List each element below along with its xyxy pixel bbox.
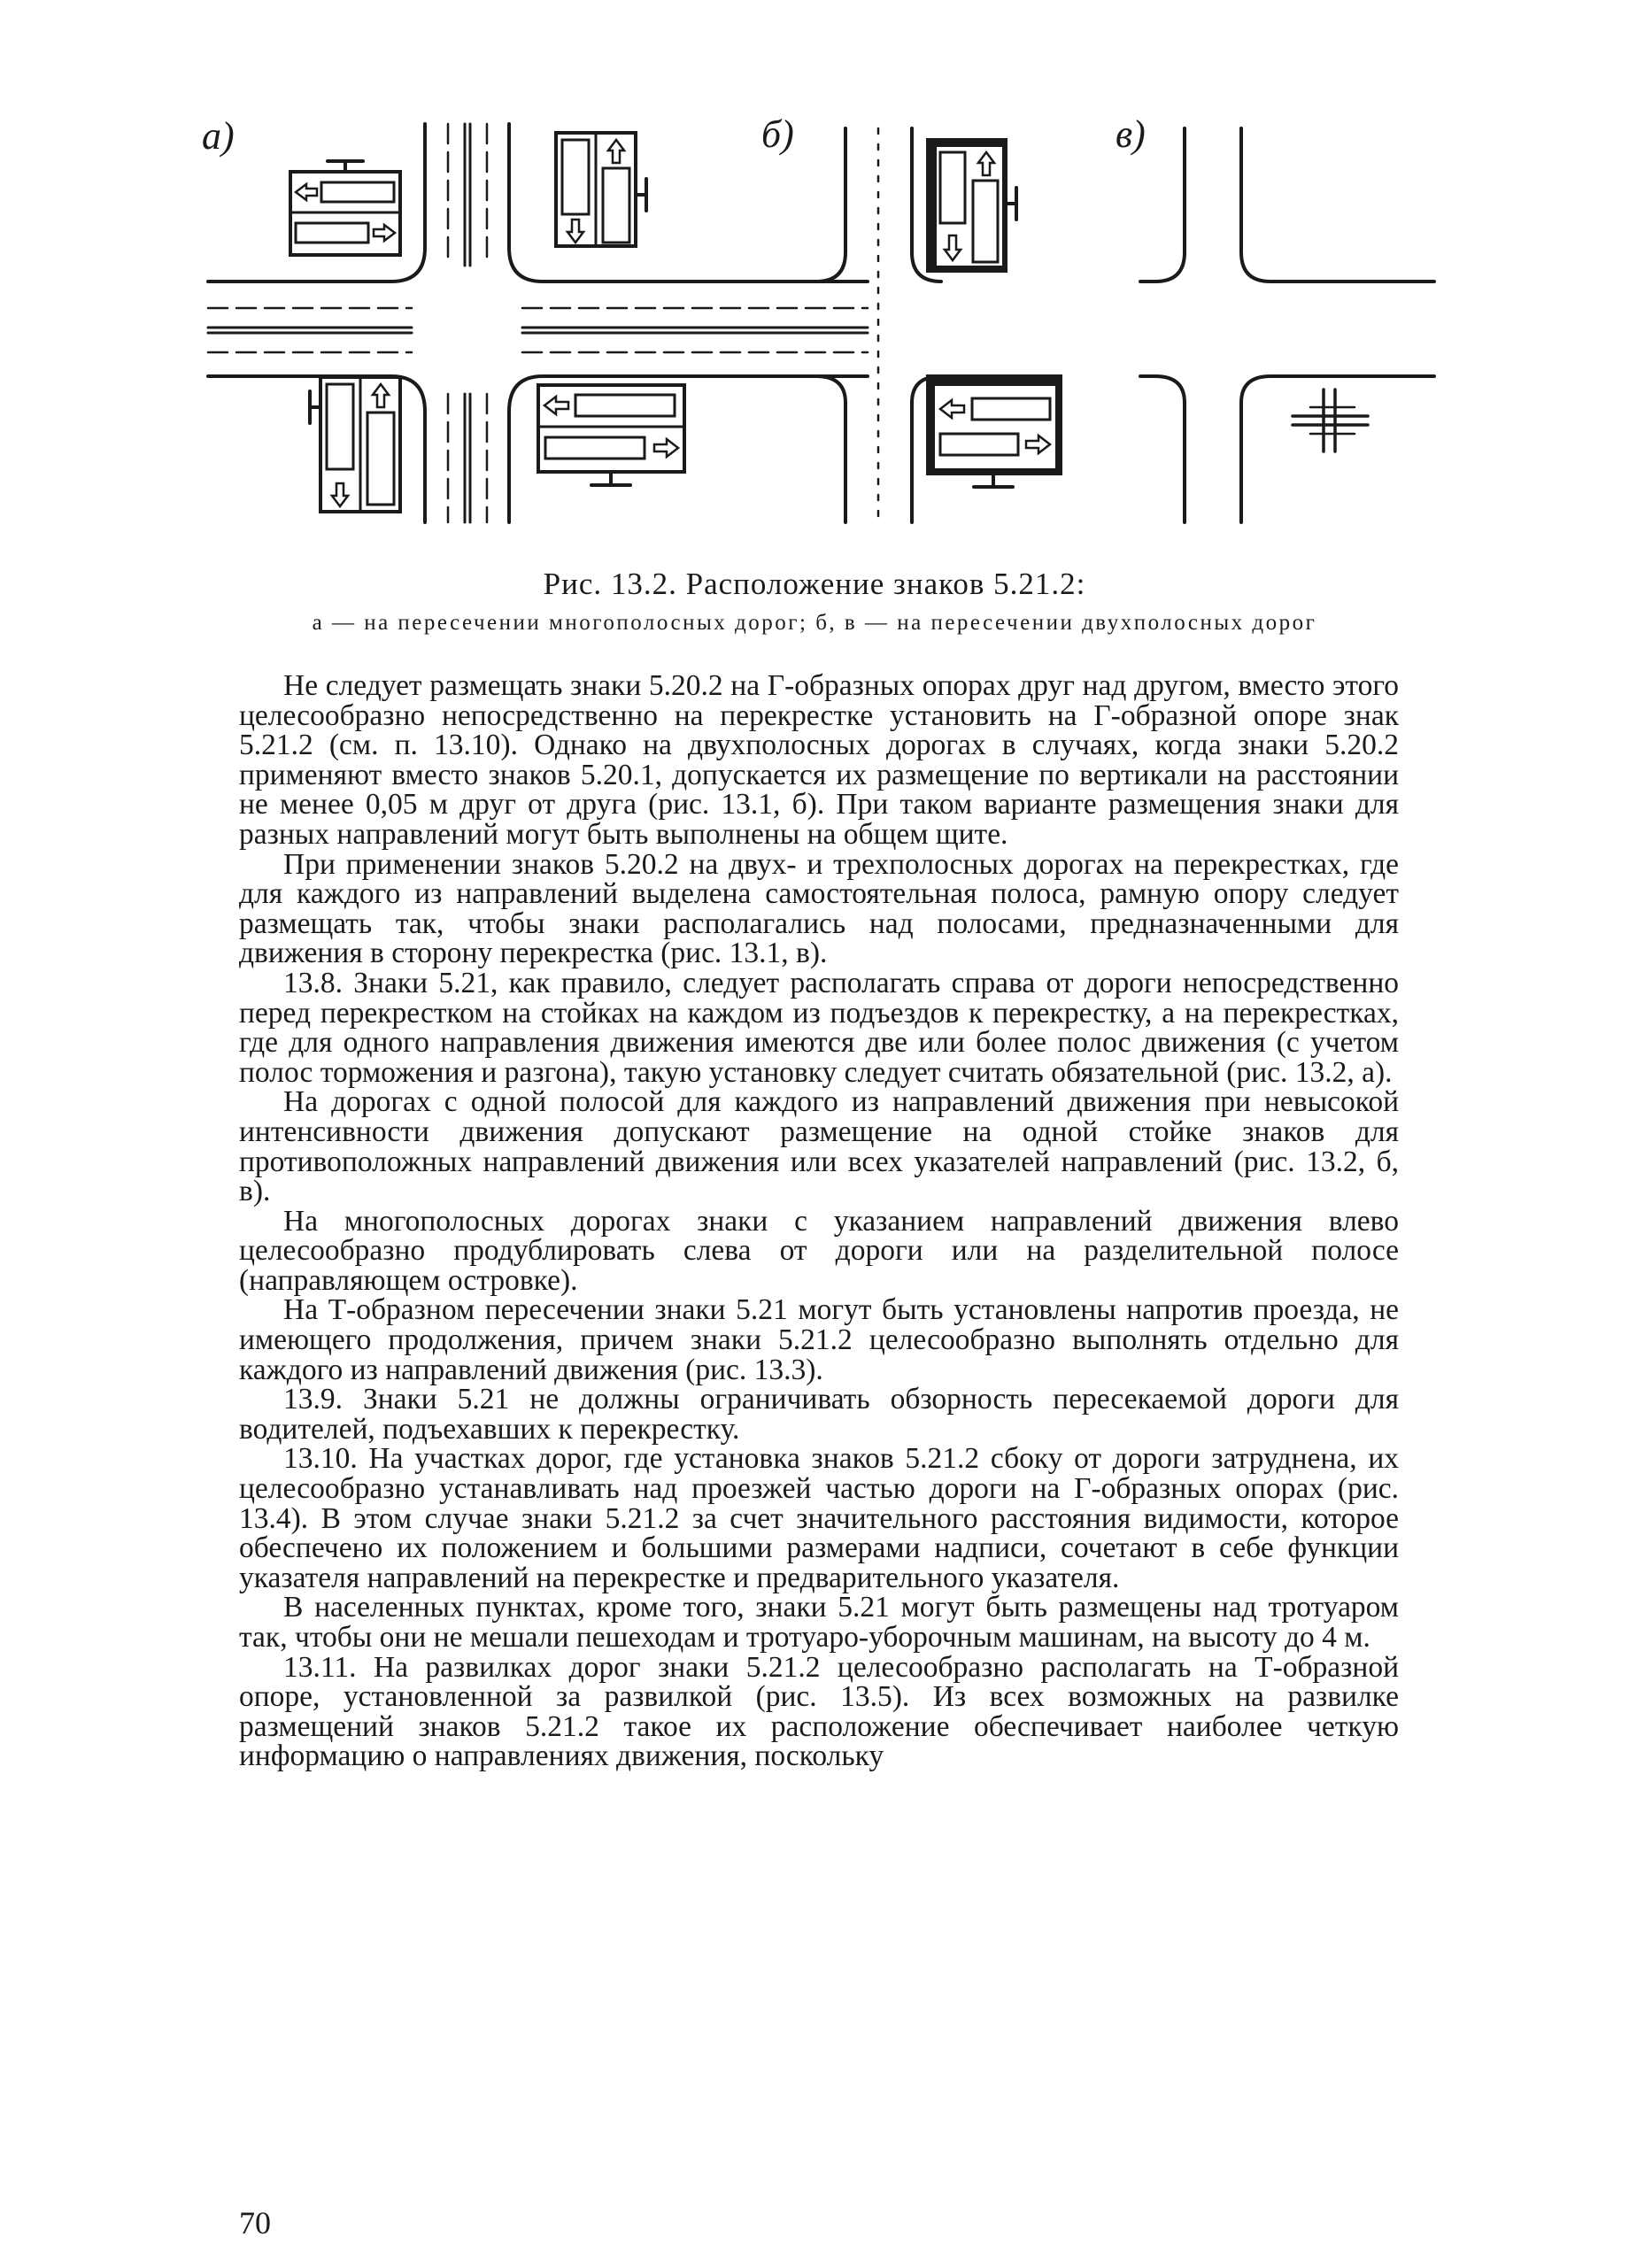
lane-markings-horizontal xyxy=(208,308,868,352)
figure-13-2 xyxy=(186,106,1443,540)
figure-legend: а — на пересечении многополосных дорог; б, в — на пересечении двухполосных дорог xyxy=(312,611,1317,635)
lane-direction-sign xyxy=(538,385,684,485)
figure-label-v: в) xyxy=(1116,112,1146,156)
figure-caption: Рис. 13.2. Расположение знаков 5.21.2: xyxy=(543,567,1086,601)
road-edge xyxy=(806,376,845,522)
paragraph: На дорогах с одной полосой для каждого из направлений движения при невысокой интенсивности движения допускают размещение на одной стойке знаков для противоположных направлений движения или всех указателей направлений (рис. 13.2, б, в). xyxy=(239,1085,1399,1208)
diagram-v-two-lane-intersection xyxy=(1116,112,1434,522)
paragraph: 13.8. Знаки 5.21, как правило, следует располагать справа от дороги непосредственно перед перекрестком на стойках на каждом из подъездов к перекрестку, а на перекрестках, где для одного направления движения имеются две или более полос движения (с учетом полос торможения и разгона), такую установку следует считать обязательной (рис. 13.2, а). xyxy=(239,966,1399,1089)
road-edge xyxy=(1241,128,1434,282)
lane-direction-sign xyxy=(556,133,646,246)
sign-on-post-crossed xyxy=(1293,390,1368,451)
center-line-horizontal xyxy=(208,328,868,333)
road-edge xyxy=(1140,376,1185,522)
road-edge xyxy=(1140,128,1185,282)
paragraph: 13.11. На развилках дорог знаки 5.21.2 целесообразно располагать на Т-образной опоре, установленной за развилкой (рис. 13.5). Из всех возможных на развилке размещений знаков 5.21.2 такое их расположение обеспечивает наиболее четкую информацию о направлениях движения, поскольку xyxy=(239,1650,1399,1773)
lane-markings-vertical xyxy=(448,124,487,522)
lane-direction-sign xyxy=(290,161,400,255)
figure-label-b: б) xyxy=(761,112,794,156)
paragraph: При применении знаков 5.20.2 на двух- и трехполосных дорогах на перекрестках, где для каждого из направлений выделена самостоятельная полоса, рамную опору следует размещать так, чтобы знаки располагались над полосами, предназначенными для движения в сторону перекрестка (рис. 13.1, в). xyxy=(239,847,1399,970)
body-text xyxy=(239,671,1399,1771)
road-edge xyxy=(509,376,868,522)
direction-sign-framed xyxy=(928,140,1016,271)
paragraph: Не следует размещать знаки 5.20.2 на Г-образных опорах друг над другом, вместо этого целесообразно непосредственно на перекрестке установить на Г-образной опоре знак 5.21.2 (см. п. 13.10). Однако на двухполосных дорогах в случаях, когда знаки 5.20.2 применяют вместо знаков 5.20.1, допускается их размещение по вертикали на расстоянии не менее 0,05 м друг от друга (рис. 13.1, б). При таком варианте размещения знаки для разных направлений могут быть выполнены на общем щите. xyxy=(239,669,1399,851)
page-number: 70 xyxy=(239,2205,271,2241)
paragraph: 13.9. Знаки 5.21 не должны ограничивать обзорность пересекаемой дороги для водителей, подъехавших к перекрестку. xyxy=(239,1383,1399,1446)
road-edge xyxy=(806,128,845,282)
paragraph: 13.10. На участках дорог, где установка знаков 5.21.2 сбоку от дороги затруднена, их целесообразно устанавливать над проезжей частью дороги на Г-образных опорах (рис. 13.4). В этом случае знаки 5.21.2 за счет значительного расстояния видимости, которое обеспечено их положением и большими размерами надписи, сочетают в себе функции указателя направлений на перекрестке и предварительного указателя. xyxy=(239,1442,1399,1594)
road-edge xyxy=(208,376,425,522)
paragraph: На многополосных дорогах знаки с указанием направлений движения влево целесообразно продублировать слева от дороги или на разделительной полосе (направляющем островке). xyxy=(239,1204,1399,1297)
figure-label-a: а) xyxy=(202,114,235,158)
diagram-a-multilane-intersection xyxy=(202,114,868,522)
paragraph: В населенных пунктах, кроме того, знаки 5.21 могут быть размещены над тротуаром так, чтобы они не мешали пешеходам и тротуаро-уборочным машинам, на высоту до 4 м. xyxy=(239,1591,1399,1654)
direction-sign-framed xyxy=(928,376,1061,487)
road-edge xyxy=(1241,376,1434,522)
center-line-vertical xyxy=(465,124,470,522)
diagram-b-two-lane-intersection xyxy=(761,112,1061,522)
paragraph: На Т-образном пересечении знаки 5.21 могут быть установлены напротив проезда, не имеющего продолжения, причем знаки 5.21.2 целесообразно выполнять отдельно для каждого из направлений движения (рис. 13.3). xyxy=(239,1293,1399,1386)
lane-direction-sign xyxy=(310,377,400,512)
